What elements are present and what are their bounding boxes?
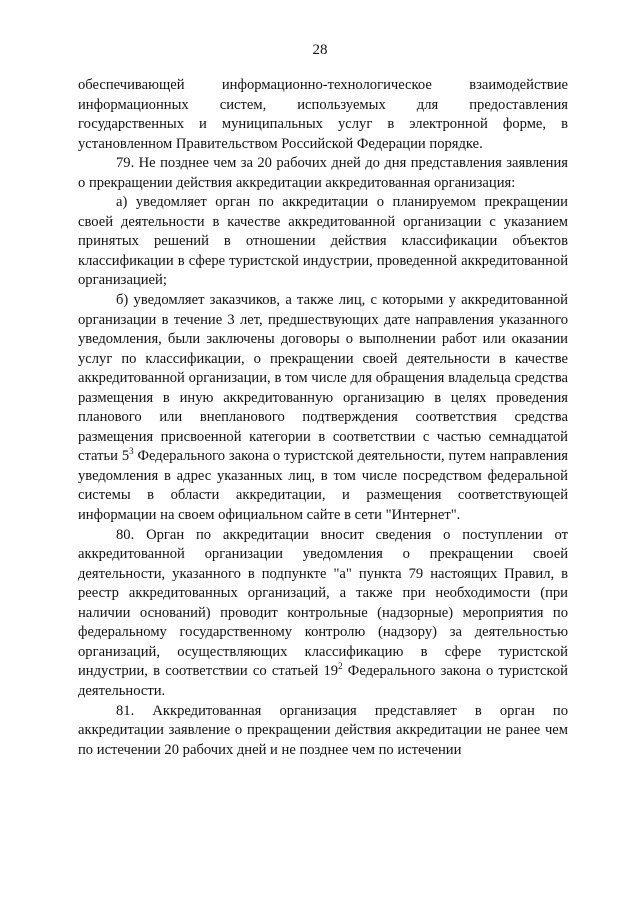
paragraph-text: Федерального закона о туристской деятельности.	[78, 663, 568, 699]
paragraph-text: б) уведомляет заказчиков, а также лиц, с которыми у аккредитованной организации в течение 3 лет, предшествующих дате направления указанного уведомления, были заключены договоры о выполнении работ или оказании услуг по классификации, о прекращении своей деятельности в качестве аккредитованной организации, в том числе для обращения владельца средства размещения в иную аккредитованную организацию в целях проведения планового или внепланового подтверждения соответствия средства размещения присвоенной категории в соответствии с частью семнадцатой статьи 5	[78, 292, 568, 465]
paragraph-79-a	[78, 193, 568, 291]
paragraph-80	[78, 526, 568, 702]
page-number: 28	[312, 42, 328, 58]
paragraph-text: 79. Не позднее чем за 20 рабочих дней до дня представления заявления о прекращении действия аккредитации аккредитованная организация:	[78, 155, 568, 191]
paragraph-79-b	[78, 291, 568, 526]
paragraph-text: 80. Орган по аккредитации вносит сведения о поступлении от аккредитованной организации уведомления о прекращении своей деятельности, указанного в подпункте "а" пункта 79 настоящих Правил, в реестр аккредитованных организаций, а также при необходимости (при наличии оснований) проводит контрольные (надзорные) мероприятия по федеральному государственному контролю (надзору) за деятельностью организаций, осуществляющих классификацию в сфере туристской индустрии, в соответствии со статьей 19	[78, 526, 568, 680]
paragraph-text: Федерального закона о туристской деятельности, путем направления уведомления в адрес указанных лиц, в том числе посредством федеральной системы в области аккредитации, и размещения соответствующей информации на своем официальном сайте в сети "Интернет".	[78, 448, 569, 524]
paragraph-text: а) уведомляет орган по аккредитации о планируемом прекращении своей деятельности в качестве аккредитованной организации с указанием принятых решений в отношении действия классификации объектов классификации в сфере туристской индустрии, проведенной аккредитованной организацией;	[78, 194, 568, 289]
paragraph-intro-continuation	[78, 76, 568, 154]
paragraph-text: обеспечивающей информационно-технологическое взаимодействие информационных систем, используемых для предоставления государственных и муниципальных услуг в электронной форме, в установленном Правительством Российской Федерации порядке.	[78, 77, 568, 152]
superscript-article-number: 2	[338, 661, 343, 672]
paragraph-79	[78, 154, 568, 193]
paragraph-text: 81. Аккредитованная организация представляет в орган по аккредитации заявление о прекращении действия аккредитации не ранее чем по истечении 20 рабочих дней и не позднее чем по истечении	[78, 702, 568, 758]
paragraph-81	[78, 702, 568, 761]
body-text	[78, 76, 568, 760]
superscript-article-number: 3	[129, 446, 134, 457]
